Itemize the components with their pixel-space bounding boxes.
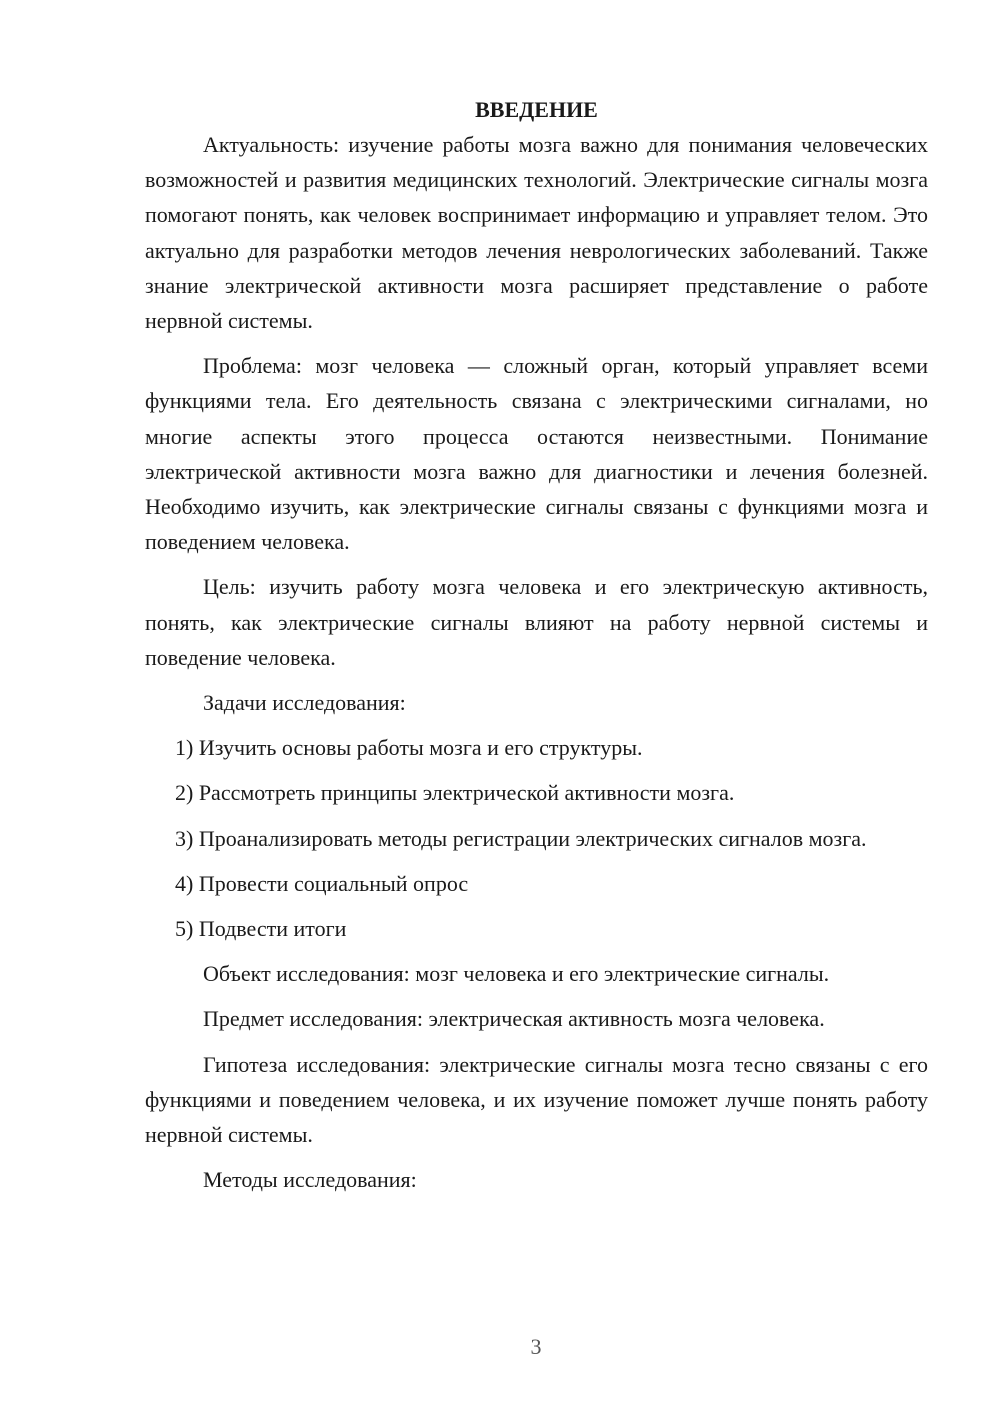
- relevance-paragraph: Актуальность: изучение работы мозга важно для понимания человеческих возможностей и развития медицинских технологий. Электрические сигналы мозга помогают понять, как человек воспринимает информацию и управляет телом. Это актуально для разработки методов лечения неврологических заболеваний. Также знание электрической активности мозга расширяет представление о работе нервной системы.: [145, 132, 928, 334]
- subject-paragraph: Предмет исследования: электрическая активность мозга человека.: [203, 1006, 825, 1032]
- list-item: 1) Изучить основы работы мозга и его структуры.: [175, 735, 643, 761]
- list-item: 2) Рассмотреть принципы электрической активности мозга.: [175, 780, 735, 806]
- document-page: [145, 92, 928, 1207]
- object-paragraph: Объект исследования: мозг человека и его электрические сигналы.: [203, 961, 830, 987]
- tasks-heading: Задачи исследования:: [203, 690, 406, 716]
- hypothesis-paragraph: Гипотеза исследования: электрические сигналы мозга тесно связаны с его функциями и поведением человека, и их изучение поможет лучше понять работу нервной системы.: [145, 1051, 928, 1148]
- tasks-list: [145, 730, 928, 946]
- list-item: 4) Провести социальный опрос: [175, 870, 469, 896]
- list-item: 5) Подвести итоги: [175, 916, 347, 942]
- list-item: 3) Проанализировать методы регистрации электрических сигналов мозга.: [175, 825, 867, 851]
- goal-paragraph: Цель: изучить работу мозга человека и его электрическую активность, понять, как электрические сигналы влияют на работу нервной системы и поведение человека.: [145, 574, 928, 670]
- page-number: 3: [530, 1334, 542, 1359]
- page-title: ВВЕДЕНИЕ: [475, 97, 598, 122]
- methods-heading: Методы исследования:: [203, 1167, 417, 1193]
- problem-paragraph: Проблема: мозг человека — сложный орган, который управляет всеми функциями тела. Его деятельность связана с электрическими сигналами, но многие аспекты этого процесса остаются неизвестными. Понимание электрической активности мозга важно для диагностики и лечения болезней. Необходимо изучить, как электрические сигналы связаны с функциями мозга и поведением человека.: [145, 353, 928, 555]
